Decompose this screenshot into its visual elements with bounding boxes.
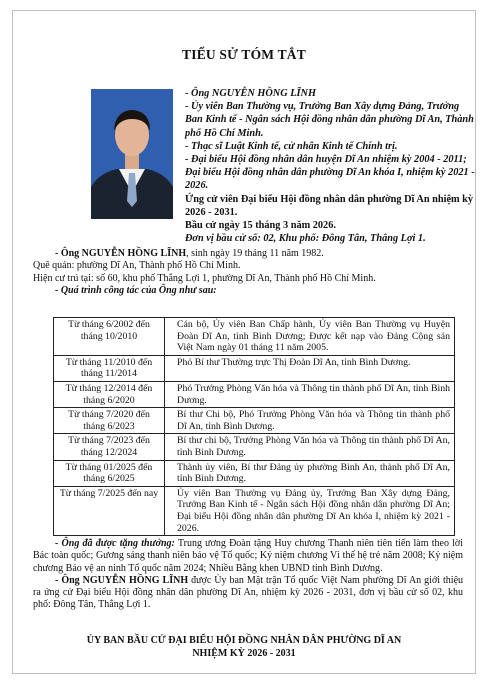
career-row xyxy=(54,486,455,535)
career-description: Bí thư Chi bộ, Phó Trưởng Phòng Văn hóa và Thông tin thành phố Dĩ An, tỉnh Bình Dương. xyxy=(165,408,455,434)
name-label: - Ông NGUYỄN HỒNG LĨNH xyxy=(55,248,187,259)
degree-line: - Thạc sĩ Luật Kinh tế, cử nhân Kinh tế Chính trị. xyxy=(185,140,398,152)
nomination-paragraph xyxy=(33,575,463,612)
name-birth-line xyxy=(33,248,463,260)
nomination-label: - Ông NGUYỄN HỒNG LĨNH xyxy=(55,574,189,586)
career-period: Từ tháng 7/2023 đến tháng 12/2024 xyxy=(54,434,165,460)
career-description: Bí thư chi bộ, Trưởng Phòng Văn hóa và Thông tin thành phố Dĩ An, tỉnh Bình Dương. xyxy=(165,434,455,460)
career-table-body xyxy=(54,318,455,536)
document-title: TIỂU SỬ TÓM TẮT xyxy=(182,47,306,62)
career-period: Từ tháng 11/2010 đến tháng 11/2014 xyxy=(54,355,165,381)
career-period: Từ tháng 12/2014 đến tháng 6/2020 xyxy=(54,381,165,407)
candidate-summary xyxy=(185,87,475,245)
hometown-line: Quê quán: phường Dĩ An, Thành phố Hồ Chí Minh. xyxy=(33,260,241,272)
candidacy-line: Ứng cử viên Đại biểu Hội đồng nhân dân phường Dĩ An nhiệm kỳ 2026 - 2031. xyxy=(185,193,474,218)
career-description: Phó Trưởng Phòng Văn hóa và Thông tin thành phố Dĩ An, tỉnh Bình Dương. xyxy=(165,381,455,407)
nomination-text: được Ủy ban Mặt trận Tổ quốc Việt Nam phường Dĩ An giới thiệu ra ứng cử Đại biểu Hội đồng nhân dân phường Dĩ An, nhiệm kỳ 2026 - 2031, đơn vị bầu cử số 02, khu phố: Đông Tân, Thắng Lợi 1. xyxy=(33,574,464,611)
delegate-history-line: - Đại biểu Hội đồng nhân dân huyện Dĩ An nhiệm kỳ 2004 - 2011; Đại biểu Hội đồng nhân dân phường Dĩ An khóa I, nhiệm kỳ 2021 - 2026. xyxy=(185,154,475,192)
career-table xyxy=(53,317,455,536)
career-description: Ủy viên Ban Thường vụ Đảng ủy, Trưởng Ban Xây dựng Đảng, Trưởng Ban Kinh tế - Ngân sách Hội đồng nhân dân phường Dĩ An; Đại biểu Hội đồng nhân dân phường Dĩ An khóa I, nhiệm kỳ 2021 - 2026. xyxy=(165,486,455,535)
portrait-image xyxy=(91,89,173,219)
personal-info xyxy=(33,248,463,297)
constituency-line: Đơn vị bầu cử số: 02, Khu phố: Đông Tân, Thắng Lợi 1. xyxy=(185,233,426,245)
candidate-photo xyxy=(91,89,173,219)
career-description: Phó Bí thư Thường trực Thị Đoàn Dĩ An, tỉnh Bình Dương. xyxy=(165,355,455,381)
career-description: Cán bộ, Ủy viên Ban Chấp hành, Ủy viên Ban Thường vụ Huyện Đoàn Dĩ An, tỉnh Bình Dương; Được kết nạp vào Đảng Cộng sản Việt Nam ngày 01 tháng 11 năm 2005. xyxy=(165,318,455,356)
awards-paragraph xyxy=(33,538,463,575)
career-row xyxy=(54,355,455,381)
career-period: Từ tháng 7/2020 đến tháng 6/2023 xyxy=(54,408,165,434)
career-row xyxy=(54,381,455,407)
candidate-name-line: - Ông NGUYỄN HỒNG LĨNH xyxy=(185,88,316,99)
awards-section xyxy=(33,538,463,612)
career-period: Từ tháng 6/2002 đến tháng 10/2010 xyxy=(54,318,165,356)
residence-line: Hiện cư trú tại: số 60, khu phố Thắng Lợi 1, phường Dĩ An, Thành phố Hồ Chí Minh. xyxy=(33,272,376,284)
career-row xyxy=(54,318,455,356)
career-row xyxy=(54,434,455,460)
career-period: Từ tháng 7/2025 đến nay xyxy=(54,486,165,535)
birth-text: , sinh ngày 19 tháng 11 năm 1982. xyxy=(186,248,324,259)
career-description: Thành ủy viên, Bí thư Đảng ủy phường Bình An, thành phố Dĩ An, tỉnh Bình Dương. xyxy=(165,460,455,486)
position-line: - Ủy viên Ban Thường vụ, Trưởng Ban Xây dựng Đảng, Trưởng Ban Kinh tế - Ngân sách Hội đồng nhân dân phường Dĩ An, Thành phố Hồ Chí Minh. xyxy=(185,101,474,139)
career-period: Từ tháng 01/2025 đến tháng 6/2025 xyxy=(54,460,165,486)
career-heading: - Quá trình công tác của Ông như sau: xyxy=(55,284,217,296)
awards-text: Trung ương Đoàn tặng Huy chương Thanh niên tiên tiến làm theo lời Bác toàn quốc; Gương sáng thanh niên bảo vệ Tổ quốc; Kỷ niệm chương Vì thế hệ trẻ năm 2008; Kỷ niệm chương Bảo vệ an ninh Tổ quốc năm 2024; Nhiều Bằng khen UBND tỉnh Bình Dương. xyxy=(33,538,463,574)
committee-name: ỦY BAN BẦU CỬ ĐẠI BIỂU HỘI ĐỒNG NHÂN DÂN PHƯỜNG DĨ AN xyxy=(86,635,402,646)
election-date-line: Bầu cử ngày 15 tháng 3 năm 2026. xyxy=(185,220,336,232)
awards-label: - Ông đã được tặng thưởng: xyxy=(55,538,175,549)
career-row xyxy=(54,460,455,486)
career-row xyxy=(54,408,455,434)
document-page xyxy=(12,10,476,674)
issuing-committee xyxy=(13,635,475,660)
committee-term: NHIỆM KỲ 2026 - 2031 xyxy=(192,647,296,659)
